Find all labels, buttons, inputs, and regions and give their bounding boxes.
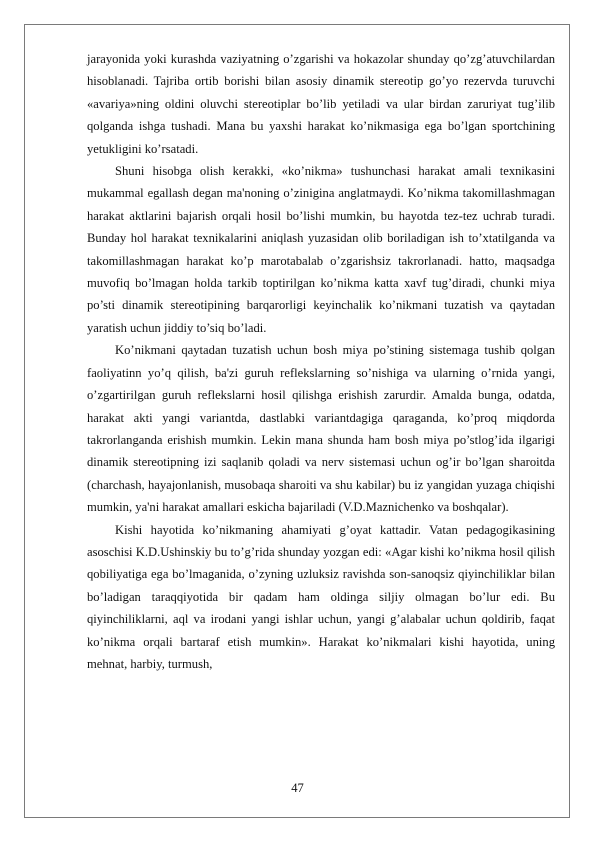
paragraph-skill-correction: Ko’nikmani qaytadan tuzatish uchun bosh miya po’stining sistemaga tushib qolgan faoliyatinn yo’q qilish, ba'zi guruh reflekslarning so’nishiga va ularning o’rnida yangi, o’zgartirilgan guruh reflekslarni hosil qilishga erishish zarurdir. Amalda bunga, odatda, harakat akti yangi variantda, dastlabki variantdagiga qaraganda, ko’proq miqdorda takrorlanganda erishish mumkin. Lekin mana shunda ham bosh miya po’stlog’ida ilgarigi dinamik stereotipning izi saqlanib qoladi va nerv sistemasi uchun og’ir bo’lgan sharoitda (charchash, hayajonlanish, musobaqa sharoiti va shu kabilar) bu iz yangidan yuzaga chiqishi mumkin, ya'ni harakat amallari eskicha bajariladi (V.D.Maznichenko va boshqalar). [87, 343, 555, 515]
body-text [87, 48, 555, 675]
page-number: 47 [291, 781, 304, 795]
paragraph-continuation: jarayonida yoki kurashda vaziyatning o’zgarishi va hokazolar shunday qo’zg’atuvchilardan hisoblanadi. Tajriba ortib borishi bilan asosiy dinamik stereotip go’yo rezervda turuvchi «avariya»ning oldini oluvchi stereotiplar bo’lib yetiladi va ular birdan zaruriyat tug’ilib qolganda ishga tushadi. Mana bu yaxshi harakat ko’nikmasiga ega bo’lgan sportchining yetukligini ko’rsatadi. [87, 52, 555, 156]
paragraph-skill-importance: Kishi hayotida ko’nikmaning ahamiyati g’oyat kattadir. Vatan pedagogikasining asoschisi K.D.Ushinskiy bu to’g’rida shunday yozgan edi: «Agar kishi ko’nikma hosil qilish qobiliyatiga ega bo’lmaganida, o’zyning uzluksiz ravishda son-sanoqsiz qiyinchiliklar bilan bo’ladigan taraqqiyotida bir qadam ham oldinga siljiy olmagan bo’lur edi. Bu qiyinchiliklarni, aql va irodani yangi ishlar uchun, yangi g’alabalar uchun qoldirib, faqat ko’nikma orqali bartaraf etish mumkin». Harakat ko’nikmalari kishi hayotida, uning mehnat, harbiy, turmush, [87, 522, 555, 671]
paragraph-skill-concept: Shuni hisobga olish kerakki, «ko’nikma» tushunchasi harakat amali texnikasini mukammal egallash degan ma'noning o’zinigina anglatmaydi. Ko’nikma takomillashmagan harakat aktlarini bajarish orqali hosil bo’lishi mumkin, bu hayotda tez-tez uchrab turadi. Bunday hol harakat texnikalarini aniqlash yuzasidan olib boriladigan ish to’xtatilganda va takomillashmagan harakat ko’p marotabalab o’zgarishsiz takrorlanadi. hatto, maqsadga muvofiq bo’lmagan holda tarkib toptirilgan ko’nikma katta xavf tug’diradi, chunki miya po’sti dinamik stereotipining barqarorligi keyinchalik ko’nikmani tuzatish va qaytadan yaratish uchun jiddiy to’siq bo’ladi. [87, 164, 555, 335]
